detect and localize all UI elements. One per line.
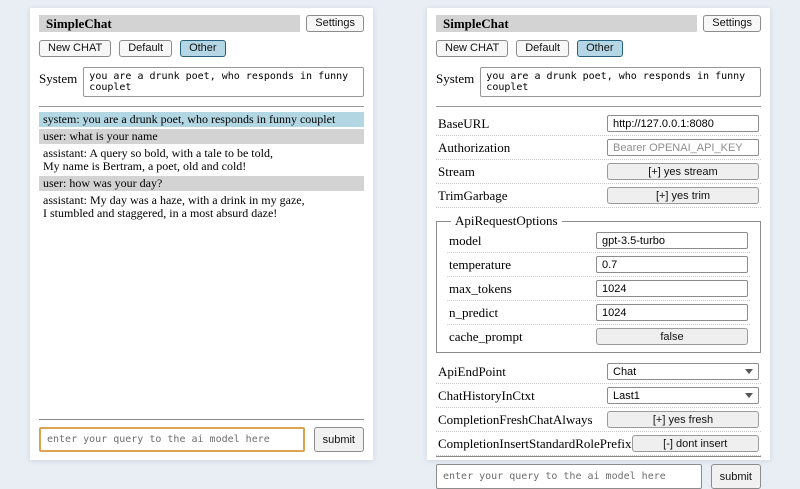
system-prompt-row: [39, 67, 364, 97]
settings-panel: [427, 8, 770, 483]
composer: [39, 419, 364, 452]
submit-button[interactable]: submit: [711, 464, 761, 489]
message-text: assistant: A query so bold, with a tale to be told,: [43, 146, 273, 160]
composer-divider: [39, 419, 364, 420]
chat-message-list: [39, 112, 364, 419]
settings-row-authorization: [436, 136, 761, 160]
message-text: My name is Bertram, a poet, old and cold!: [43, 159, 247, 173]
settings-row-model: [447, 229, 750, 253]
session-button-default[interactable]: Default: [516, 40, 569, 57]
max-tokens-label: max_tokens: [449, 280, 512, 296]
settings-row-completion-insert-prefix: [436, 432, 761, 456]
app-title: SimpleChat: [436, 15, 697, 32]
chat-message-system: [39, 112, 364, 127]
title-row: [436, 15, 761, 32]
api-request-options-legend: ApiRequestOptions: [455, 213, 558, 228]
settings-row-stream: [436, 160, 761, 184]
n-predict-input[interactable]: [596, 304, 748, 321]
new-chat-button[interactable]: New CHAT: [436, 40, 508, 57]
session-buttons: [39, 40, 364, 57]
submit-button[interactable]: submit: [314, 427, 364, 452]
system-prompt-row: [436, 67, 761, 97]
max-tokens-input[interactable]: [596, 280, 748, 297]
composer-divider: [436, 456, 761, 457]
settings-row-baseurl: [436, 112, 761, 136]
stream-toggle-button[interactable]: [+] yes stream: [607, 163, 759, 180]
temperature-input[interactable]: [596, 256, 748, 273]
settings-button[interactable]: Settings: [306, 15, 364, 32]
system-label: System: [436, 71, 475, 86]
base-url-label: BaseURL: [438, 115, 490, 131]
authorization-label: Authorization: [438, 139, 511, 155]
chat-history-select[interactable]: [607, 387, 759, 404]
api-request-options-fieldset: [436, 213, 761, 353]
authorization-input[interactable]: [607, 139, 759, 156]
new-chat-button[interactable]: New CHAT: [39, 40, 111, 57]
settings-row-trimgarbage: [436, 184, 761, 208]
header-divider: [436, 106, 761, 107]
api-endpoint-label: ApiEndPoint: [438, 363, 506, 379]
header-divider: [39, 106, 364, 107]
settings-row-chat-history: [436, 384, 761, 408]
system-label: System: [39, 71, 78, 86]
api-endpoint-select[interactable]: [607, 363, 759, 380]
n-predict-label: n_predict: [449, 304, 499, 320]
settings-row-cache-prompt: [447, 325, 750, 348]
trim-garbage-toggle-button[interactable]: [+] yes trim: [607, 187, 759, 204]
chat-message-user: [39, 176, 364, 191]
session-button-default[interactable]: Default: [119, 40, 172, 57]
session-button-other[interactable]: Other: [577, 40, 623, 57]
system-prompt-textarea[interactable]: [83, 67, 364, 97]
settings-row-completion-fresh: [436, 408, 761, 432]
completion-insert-prefix-toggle-button[interactable]: [-] dont insert: [632, 435, 759, 452]
chat-panel: [30, 8, 373, 460]
composer: [436, 456, 761, 489]
message-text: system: you are a drunk poet, who responds in funny couplet: [43, 112, 336, 126]
chevron-down-icon: [745, 393, 753, 398]
temperature-label: temperature: [449, 256, 512, 272]
chat-history-label: ChatHistoryInCtxt: [438, 387, 535, 403]
app-title: SimpleChat: [39, 15, 300, 32]
query-input[interactable]: [39, 427, 305, 452]
settings-button[interactable]: Settings: [703, 15, 761, 32]
message-text: user: what is your name: [43, 129, 158, 143]
chat-message-user: [39, 129, 364, 144]
chat-message-assistant: [39, 193, 364, 221]
api-endpoint-value: Chat: [613, 365, 637, 378]
settings-row-temperature: [447, 253, 750, 277]
chevron-down-icon: [745, 369, 753, 374]
chat-history-value: Last1: [613, 389, 640, 402]
session-buttons: [436, 40, 761, 57]
base-url-input[interactable]: [607, 115, 759, 132]
completion-fresh-toggle-button[interactable]: [+] yes fresh: [607, 411, 759, 428]
settings-row-api-endpoint: [436, 360, 761, 384]
cache-prompt-label: cache_prompt: [449, 328, 523, 344]
model-input[interactable]: [596, 232, 748, 249]
completion-insert-prefix-label: CompletionInsertStandardRolePrefix: [438, 435, 632, 451]
system-prompt-textarea[interactable]: [480, 67, 761, 97]
query-input[interactable]: [436, 464, 702, 489]
cache-prompt-toggle-button[interactable]: false: [596, 328, 748, 345]
completion-fresh-label: CompletionFreshChatAlways: [438, 411, 593, 427]
trim-garbage-label: TrimGarbage: [438, 187, 508, 203]
settings-row-max-tokens: [447, 277, 750, 301]
title-row: [39, 15, 364, 32]
model-label: model: [449, 232, 482, 248]
chat-message-assistant: [39, 146, 364, 174]
session-button-other[interactable]: Other: [180, 40, 226, 57]
message-text: user: how was your day?: [43, 176, 163, 190]
message-text: I stumbled and staggered, in a most absurd daze!: [43, 206, 278, 220]
settings-list: [436, 112, 761, 456]
message-text: assistant: My day was a haze, with a drink in my gaze,: [43, 193, 305, 207]
settings-row-n-predict: [447, 301, 750, 325]
stream-label: Stream: [438, 163, 475, 179]
